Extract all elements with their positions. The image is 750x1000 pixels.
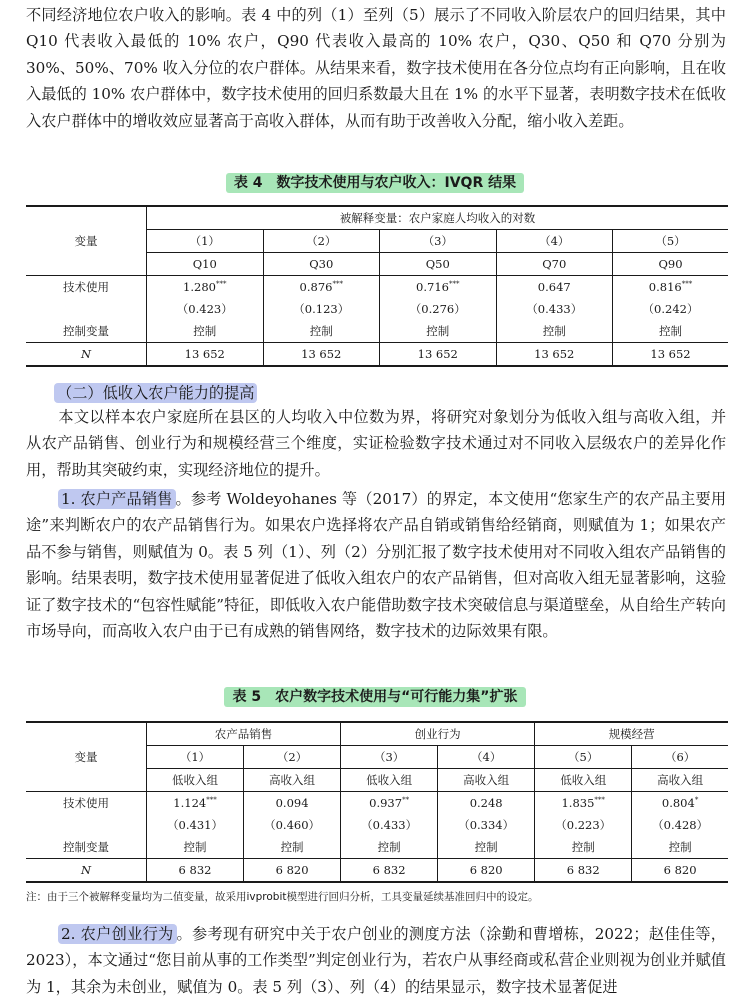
table4-coef-1: 1.280***	[147, 276, 264, 299]
table4-control-3: 控制	[380, 320, 497, 343]
table5-sub-5: 低收入组	[535, 769, 632, 792]
table5-control-5: 控制	[535, 836, 632, 859]
table5-row-control: 控制变量	[26, 836, 147, 859]
table5-control-2: 控制	[244, 836, 341, 859]
table5-n-1: 6 832	[147, 859, 244, 883]
table4-title	[0, 172, 750, 192]
table5-n-3: 6 832	[341, 859, 438, 883]
table5-col-5: （5）	[535, 746, 632, 769]
table5-sub-1: 低收入组	[147, 769, 244, 792]
table4-q-2: Q30	[263, 253, 380, 276]
table4-coef-2: 0.876***	[263, 276, 380, 299]
table4-row-tech: 技术使用	[26, 276, 147, 299]
table4-coef-5: 0.816***	[648, 280, 693, 294]
table4-control-1: 控制	[147, 320, 264, 343]
table5-sub-2: 高收入组	[244, 769, 341, 792]
table5-control-1: 控制	[147, 836, 244, 859]
table4-col-3: （3）	[380, 230, 497, 253]
table4-coef-3: 0.716***	[380, 276, 497, 299]
table5-coef-6: 0.804*	[661, 796, 699, 810]
table4-se-3: （0.276）	[380, 298, 497, 320]
table4-var-header: 变量	[26, 206, 147, 276]
paragraph-entrepreneurship: 2. 农户创业行为 。参考现有研究中关于农户创业的测度方法（涂勤和曹增栋，2022；赵佳佳等，2023），本文通过“您目前从事的工作类型”判定创业行为，若农户从事经商或私营企业则视为创业并赋值为 1，其余为未创业，赋值为 0。表 5 列（3）、列（4）的结果显示，数字技术显著促进	[26, 925, 726, 996]
table4-q-1: Q10	[147, 253, 264, 276]
table5-group-entrepreneurship: 创业行为	[341, 722, 535, 746]
table5-note: 注：由于三个被解释变量均为二值变量，故采用ivprobit模型进行回归分析，工具变量延续基准回归中的设定。	[26, 891, 539, 903]
table5-row-tech: 技术使用	[26, 792, 147, 815]
table5-control-4: 控制	[438, 836, 535, 859]
table5-row-n: N	[26, 859, 147, 883]
table5-n-2: 6 820	[244, 859, 341, 883]
table5-col-1: （1）	[147, 746, 244, 769]
table4-se-2: （0.123）	[263, 298, 380, 320]
table5-se-3: （0.433）	[341, 814, 438, 836]
table5-group-scale: 规模经营	[535, 722, 728, 746]
table5-coef-3: 0.937**	[341, 792, 438, 815]
table4-se-1: （0.423）	[147, 298, 264, 320]
table5-title	[0, 686, 750, 706]
table5-control-3: 控制	[341, 836, 438, 859]
table4-q-3: Q50	[380, 253, 497, 276]
table5-n-6: 6 820	[663, 863, 697, 877]
table4-n-4: 13 652	[496, 343, 613, 367]
table5-coef-4: 0.248	[438, 792, 535, 815]
table5-se-4: （0.334）	[438, 814, 535, 836]
table4-control-4: 控制	[496, 320, 613, 343]
table4-col-1: （1）	[147, 230, 264, 253]
table4-row-control: 控制变量	[26, 320, 147, 343]
table5	[26, 721, 728, 883]
table4-control-2: 控制	[263, 320, 380, 343]
table4-q-5: Q90	[658, 257, 683, 271]
table5-n-4: 6 820	[438, 859, 535, 883]
table5-sub-6: 高收入组	[657, 773, 704, 787]
table5-se-5: （0.223）	[535, 814, 632, 836]
table4	[26, 205, 728, 367]
table5-sub-3: 低收入组	[341, 769, 438, 792]
table4-dep-var: 被解释变量：农户家庭人均收入的对数	[147, 206, 729, 230]
paragraph-ivqr-discussion: 不同经济地位农户收入的影响。表 4 中的列（1）至列（5）展示了不同收入阶层农户的回归结果，其中 Q10 代表收入最低的 10% 农户，Q90 代表收入最高的 10% 农户，Q30、Q50 和 Q70 分别为 30%、50%、70% 收入分位的农户群体。从结果来看，数字技术使用在各分位点均有正向影响，且在收入最低的 10% 农户群体中，数字技术使用的回归系数最大且在 1% 的水平下显著，表明数字技术在低收入农户群体中的增收效应显著高于高收入群体，从而有助于改善收入分配，缩小收入差距。	[26, 6, 726, 130]
table5-sub-4: 高收入组	[438, 769, 535, 792]
subsection-heading-entrepreneurship: 2. 农户创业行为	[58, 924, 177, 944]
table4-col-5: （5）	[655, 234, 686, 248]
table4-se-5: （0.242）	[642, 302, 699, 316]
table4-n-3: 13 652	[380, 343, 497, 367]
table5-col-3: （3）	[341, 746, 438, 769]
paragraph-product-sales: 1. 农户产品销售 。参考 Woldeyohanes 等（2017）的界定，本文使用“您家生产的农产品主要用途”来判断农户的农产品销售行为。如果农户选择将农产品自销或销售给经销商，则赋值为 1；如果农产品不参与销售，则赋值为 0。表 5 列（1）、列（2）分别汇报了数字技术使用对不同收入组农产品销售的影响。结果表明，数字技术使用显著促进了低收入组农户的农产品销售，但对高收入组无显著影响，这验证了数字技术的“包容性赋能”特征，即低收入农户能借助数字技术突破信息与渠道壁垒，从自给生产转向市场导向，而高收入农户由于已有成熟的销售网络，数字技术的边际效果有限。	[26, 490, 727, 641]
table5-var-header: 变量	[26, 722, 147, 792]
table5-group-sales: 农产品销售	[147, 722, 341, 746]
table4-row-n: N	[26, 343, 147, 367]
table5-n-5: 6 832	[535, 859, 632, 883]
table4-n-1: 13 652	[147, 343, 264, 367]
table4-q-4: Q70	[496, 253, 613, 276]
table4-se-4: （0.433）	[496, 298, 613, 320]
paragraph-grouping: 本文以样本农户家庭所在县区的人均收入中位数为界，将研究对象划分为低收入组与高收入组，并从农产品销售、创业行为和规模经营三个维度，实证检验数字技术通过对不同收入层级农户的差异化作用，帮助其突破约束，实现经济地位的提升。	[26, 408, 726, 479]
table5-col-2: （2）	[244, 746, 341, 769]
table5-control-6: 控制	[668, 840, 692, 854]
table5-coef-1: 1.124***	[147, 792, 244, 815]
table4-control-5: 控制	[659, 324, 682, 338]
table4-col-2: （2）	[263, 230, 380, 253]
table5-coef-2: 0.094	[244, 792, 341, 815]
table5-se-1: （0.431）	[147, 814, 244, 836]
table4-n-2: 13 652	[263, 343, 380, 367]
table5-coef-5: 1.835***	[535, 792, 632, 815]
table4-col-4: （4）	[496, 230, 613, 253]
table4-coef-4: 0.647	[496, 276, 613, 299]
table5-col-4: （4）	[438, 746, 535, 769]
subsection-heading-sales: 1. 农户产品销售	[58, 489, 176, 509]
table5-se-6: （0.428）	[652, 818, 709, 832]
table5-se-2: （0.460）	[244, 814, 341, 836]
table4-title-text: 表 4 数字技术使用与农户收入：IVQR 结果	[226, 173, 524, 193]
table5-col-6: （6）	[664, 750, 696, 764]
table5-title-text: 表 5 农户数字技术使用与“可行能力集”扩张	[224, 687, 525, 707]
table4-n-5: 13 652	[650, 347, 691, 361]
section-heading: （二）低收入农户能力的提高	[54, 381, 257, 405]
